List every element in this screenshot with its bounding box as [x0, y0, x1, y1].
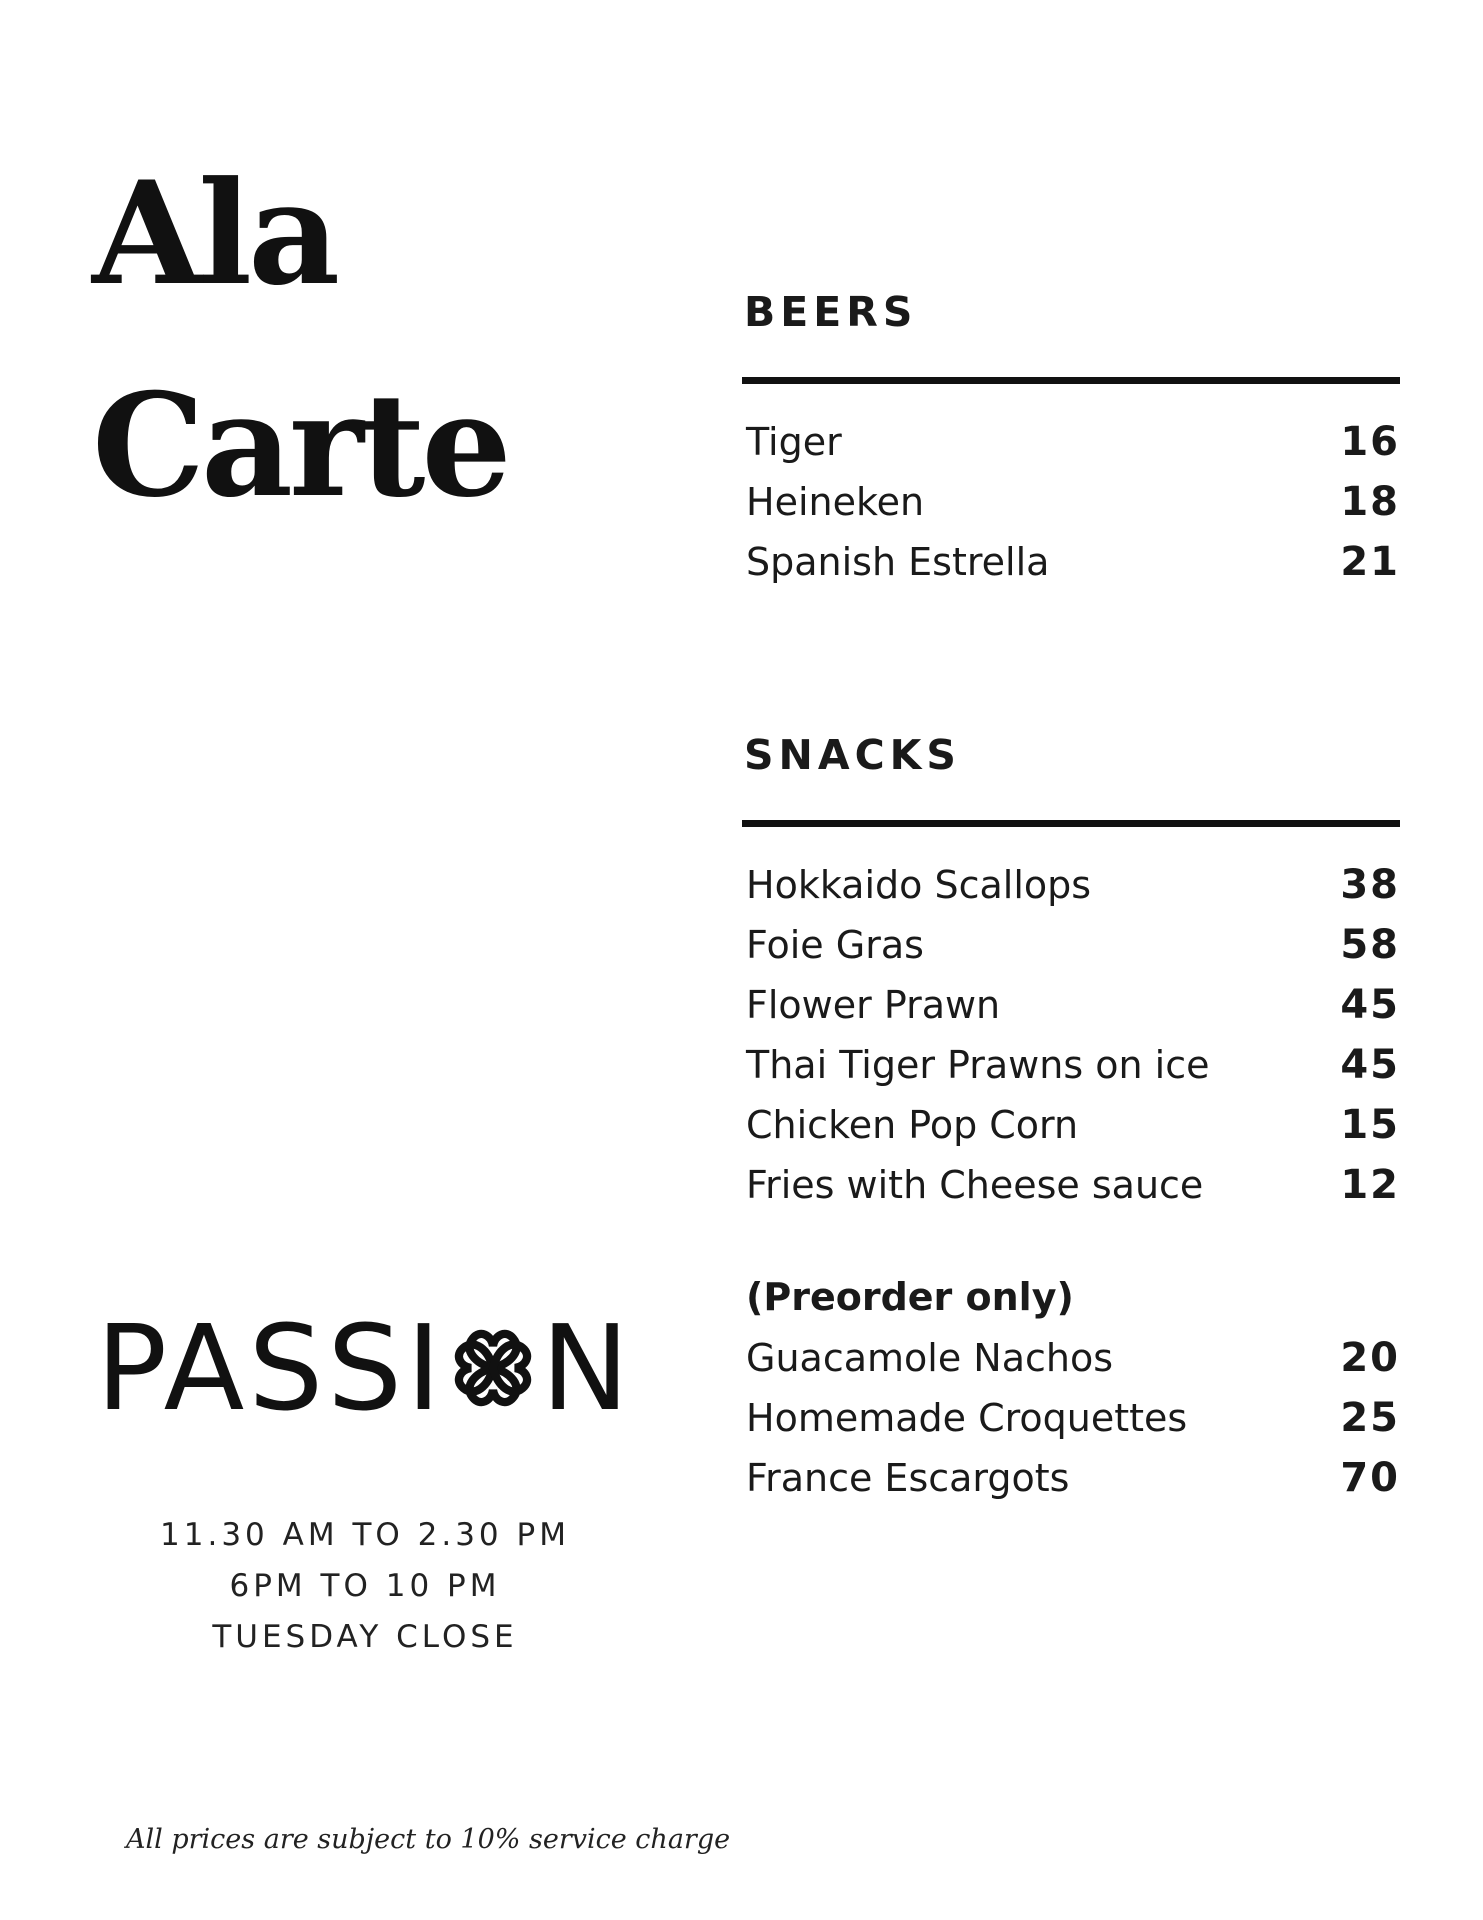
- menu-title: [92, 128, 508, 552]
- snacks-divider: [742, 820, 1400, 827]
- item-price: 16: [1340, 419, 1400, 465]
- menu-item: [742, 855, 1400, 915]
- menu-item: [742, 412, 1400, 472]
- item-price: 20: [1340, 1335, 1400, 1381]
- item-name: Flower Prawn: [746, 983, 1001, 1027]
- menu-item: [742, 532, 1400, 592]
- snacks-section: [742, 730, 1400, 1215]
- menu-item: [742, 1448, 1400, 1508]
- hours-line-2: 6PM TO 10 PM: [229, 1568, 501, 1604]
- item-name: Fries with Cheese sauce: [746, 1163, 1204, 1207]
- logo-text-end: N: [540, 1298, 634, 1437]
- menu-item: [742, 1328, 1400, 1388]
- item-name: France Escargots: [746, 1456, 1070, 1500]
- service-charge-note: All prices are subject to 10% service charge: [126, 1824, 731, 1855]
- item-price: 12: [1340, 1162, 1400, 1208]
- item-name: Tiger: [746, 420, 842, 464]
- item-price: 21: [1340, 539, 1400, 585]
- opening-hours: [100, 1510, 630, 1663]
- menu-item: [742, 975, 1400, 1035]
- item-price: 18: [1340, 479, 1400, 525]
- preorder-section: [742, 1266, 1400, 1508]
- menu-item: [742, 472, 1400, 532]
- item-name: Guacamole Nachos: [746, 1336, 1114, 1380]
- beers-divider: [742, 377, 1400, 384]
- menu-item: [742, 915, 1400, 975]
- item-name: Chicken Pop Corn: [746, 1103, 1079, 1147]
- snacks-list: [742, 855, 1400, 1215]
- beers-list: [742, 412, 1400, 592]
- menu-item: [742, 1388, 1400, 1448]
- hours-line-1: 11.30 AM TO 2.30 PM: [160, 1517, 570, 1553]
- snacks-heading: SNACKS: [744, 731, 961, 779]
- item-price: 45: [1340, 1042, 1400, 1088]
- item-name: Foie Gras: [746, 923, 924, 967]
- passion-logo: [96, 1298, 636, 1437]
- beers-heading: BEERS: [744, 288, 918, 336]
- item-name: Homemade Croquettes: [746, 1396, 1188, 1440]
- item-price: 70: [1340, 1455, 1400, 1501]
- menu-title-line-1: Ala: [92, 151, 337, 317]
- menu-title-line-2: Carte: [92, 363, 508, 529]
- menu-item: [742, 1095, 1400, 1155]
- item-name: Heineken: [746, 480, 925, 524]
- menu-item: [742, 1155, 1400, 1215]
- item-price: 58: [1340, 922, 1400, 968]
- item-name: Spanish Estrella: [746, 540, 1050, 584]
- beers-section: [742, 287, 1400, 592]
- item-price: 15: [1340, 1102, 1400, 1148]
- menu-item: [742, 1035, 1400, 1095]
- item-name: Hokkaido Scallops: [746, 863, 1092, 907]
- logo-text-start: PASSI: [96, 1298, 445, 1437]
- item-price: 25: [1340, 1395, 1400, 1441]
- item-price: 45: [1340, 982, 1400, 1028]
- item-price: 38: [1340, 862, 1400, 908]
- preorder-label: (Preorder only): [746, 1275, 1074, 1319]
- clover-icon: [447, 1322, 539, 1414]
- hours-line-3: TUESDAY CLOSE: [212, 1619, 518, 1655]
- item-name: Thai Tiger Prawns on ice: [746, 1043, 1210, 1087]
